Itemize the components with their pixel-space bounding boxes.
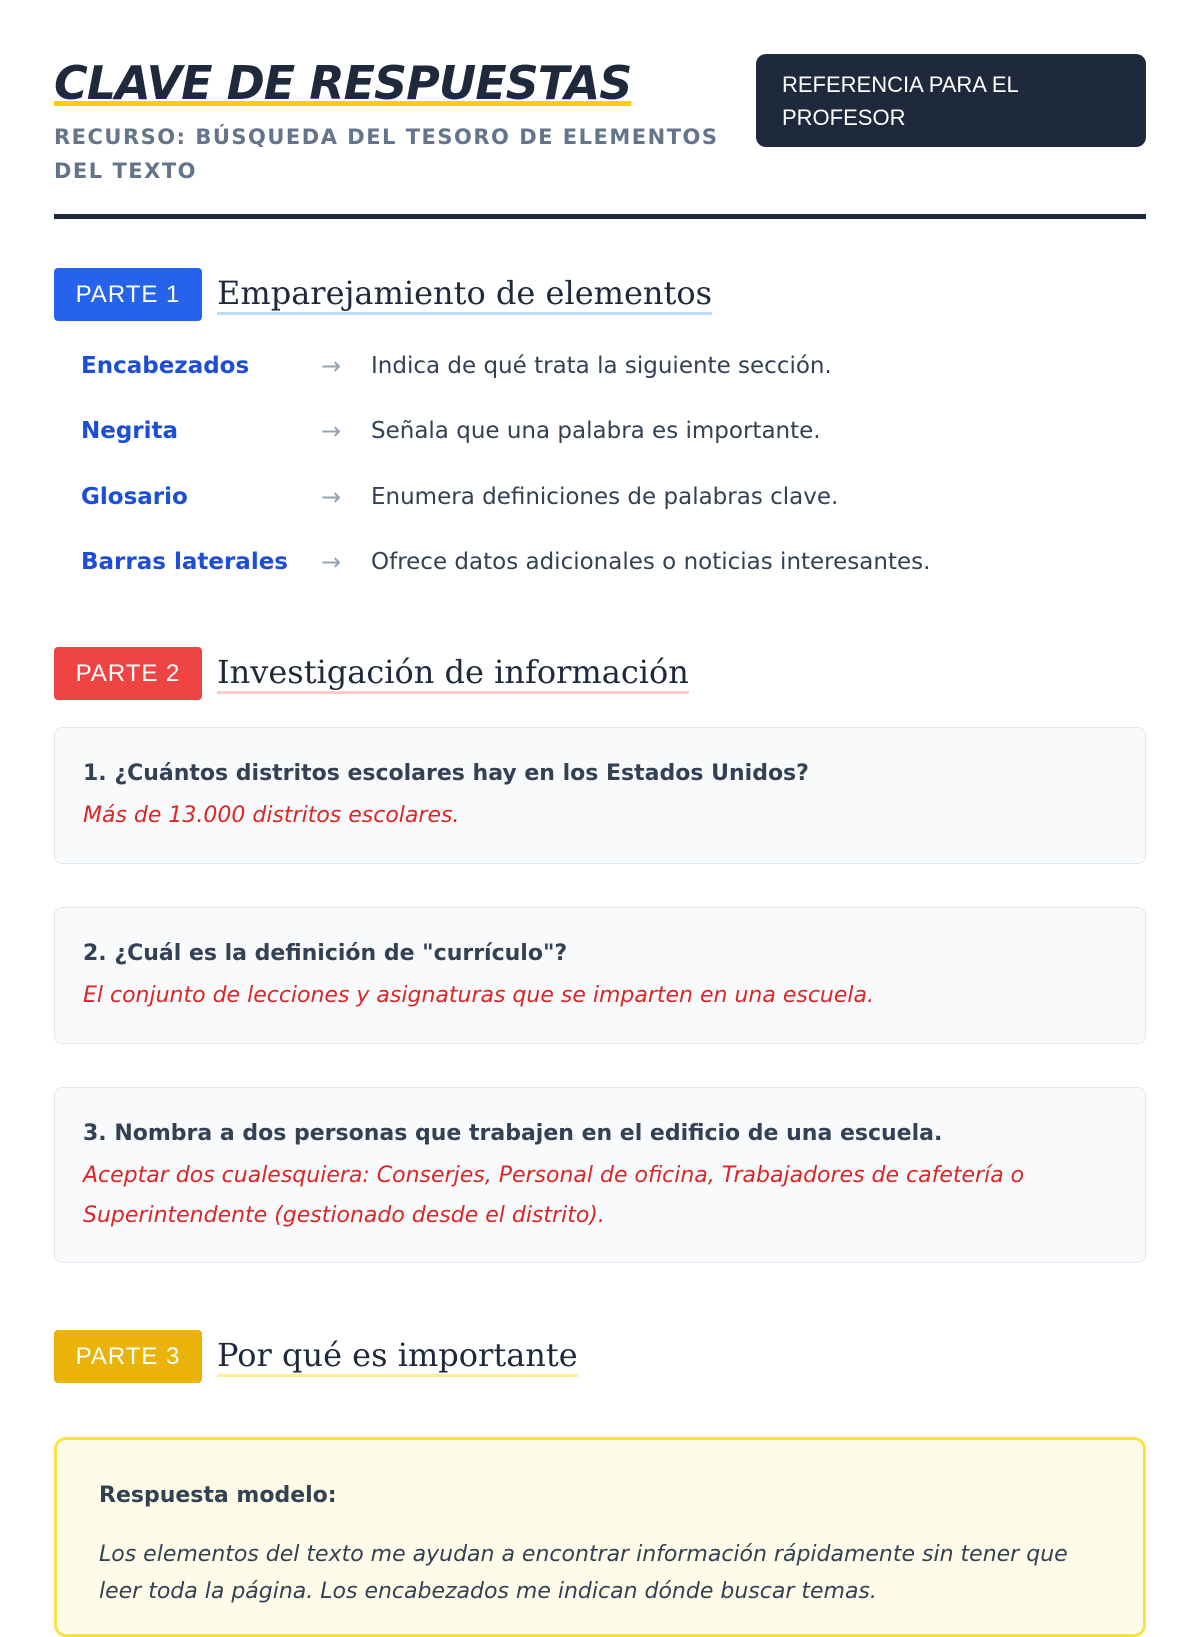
match-term: Glosario xyxy=(81,484,188,510)
match-term: Barras laterales xyxy=(81,549,288,575)
match-row xyxy=(81,542,930,582)
match-term: Encabezados xyxy=(81,353,250,379)
header xyxy=(54,0,1146,222)
question-card xyxy=(54,907,1146,1044)
arrow-right-icon: → xyxy=(321,548,342,576)
part2-header xyxy=(54,647,689,700)
answer-text: El conjunto de lecciones y asignaturas que se imparten en una escuela. xyxy=(83,983,874,1008)
page-subtitle: RECURSO: BÚSQUEDA DEL TESORO DE ELEMENTOS DEL TEXTO xyxy=(54,125,719,183)
model-answer-label: Respuesta modelo: xyxy=(99,1483,337,1508)
teacher-reference-badge: REFERENCIA PARA EL PROFESOR xyxy=(756,54,1146,147)
part3-header xyxy=(54,1330,578,1383)
match-definition: Enumera definiciones de palabras clave. xyxy=(371,484,839,510)
part2-title: Investigación de información xyxy=(217,653,689,694)
match-row xyxy=(81,477,838,517)
match-term: Negrita xyxy=(81,418,179,444)
part1-title: Emparejamiento de elementos xyxy=(217,274,712,315)
match-definition: Señala que una palabra es importante. xyxy=(371,418,821,444)
answer-text: Aceptar dos cualesquiera: Conserjes, Personal de oficina, Trabajadores de cafetería o Superintendente (gestionado desde el distrito). xyxy=(83,1163,1025,1228)
match-row xyxy=(81,346,832,386)
model-answer-box xyxy=(54,1437,1146,1637)
header-divider xyxy=(54,214,1146,219)
answer-key-page xyxy=(54,0,1146,1604)
question-card xyxy=(54,1087,1146,1263)
match-definition: Ofrece datos adicionales o noticias interesantes. xyxy=(371,549,931,575)
question-text: 2. ¿Cuál es la definición de "currículo"? xyxy=(83,941,568,966)
arrow-right-icon: → xyxy=(321,417,342,445)
part3-title: Por qué es importante xyxy=(217,1336,578,1377)
question-text: 1. ¿Cuántos distritos escolares hay en los Estados Unidos? xyxy=(83,761,809,786)
match-row xyxy=(81,411,821,451)
arrow-right-icon: → xyxy=(321,483,342,511)
match-definition: Indica de qué trata la siguiente sección. xyxy=(371,353,832,379)
part2-badge: PARTE 2 xyxy=(54,647,202,700)
answer-text: Más de 13.000 distritos escolares. xyxy=(83,803,460,828)
part1-badge: PARTE 1 xyxy=(54,268,202,321)
part3-badge: PARTE 3 xyxy=(54,1330,202,1383)
part1-header xyxy=(54,268,712,321)
question-text: 3. Nombra a dos personas que trabajen en el edificio de una escuela. xyxy=(83,1121,943,1146)
question-card xyxy=(54,727,1146,864)
model-answer-text: Los elementos del texto me ayudan a encontrar información rápidamente sin tener que leer toda la página. Los encabezados me indican dónde buscar temas. xyxy=(99,1542,1068,1604)
arrow-right-icon: → xyxy=(321,352,342,380)
page-title: CLAVE DE RESPUESTAS xyxy=(54,56,632,110)
